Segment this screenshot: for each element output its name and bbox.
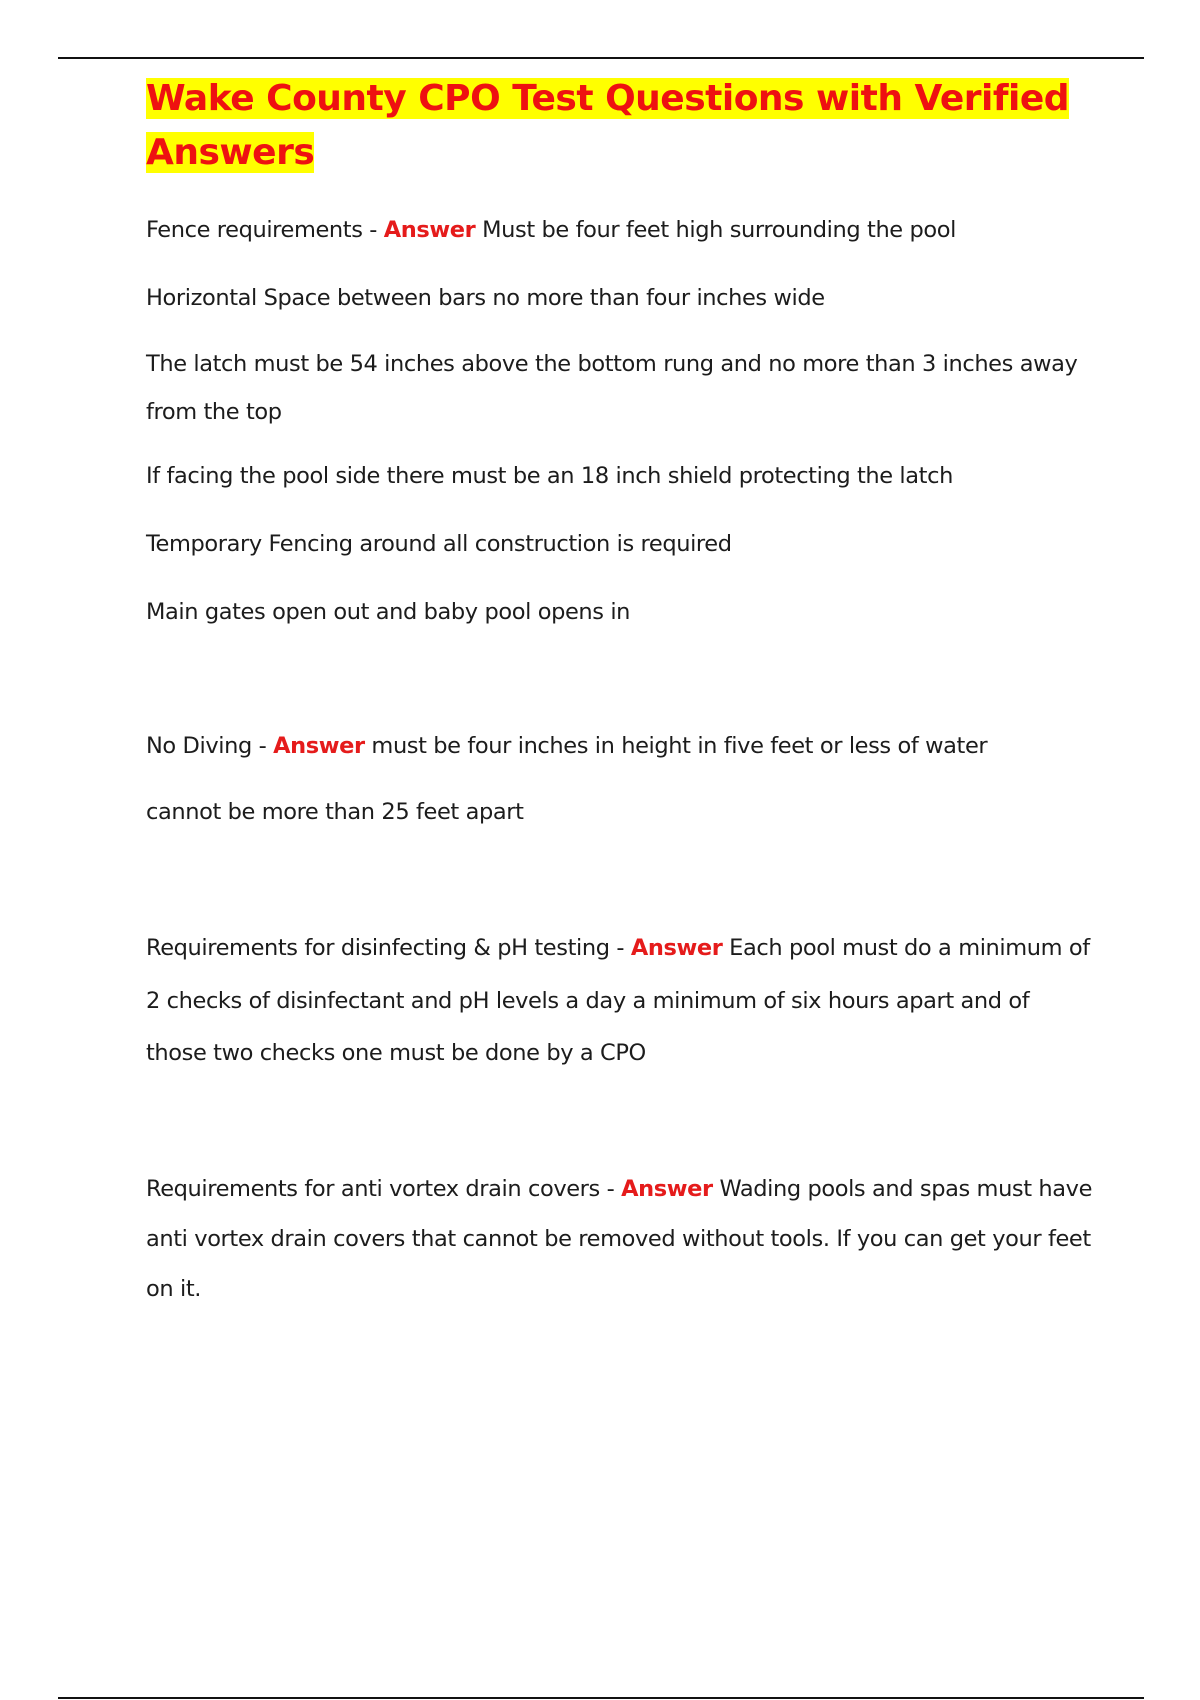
- separator: -: [251, 733, 274, 759]
- separator: -: [362, 217, 384, 243]
- question-text: Requirements for anti vortex drain covers: [146, 1175, 600, 1202]
- qa-disinfecting-ph: [146, 922, 1096, 1080]
- document-title: [146, 72, 1096, 180]
- document-body: [146, 72, 1096, 1314]
- fence-detail-line: The latch must be 54 inches above the bottom rung and no more than 3 inches away from the top: [146, 351, 1078, 425]
- fence-detail-line: Main gates open out and baby pool opens in: [146, 599, 631, 625]
- qa-fence-requirements: [146, 204, 1096, 256]
- document-title-text: Wake County CPO Test Questions with Verified Answers: [146, 78, 1070, 173]
- answer-text: Each pool must do a minimum of 2 checks of disinfectant and pH levels a day a minimum of six hours apart and of those two checks one must be done by a CPO: [146, 935, 1090, 1066]
- diving-detail-line: cannot be more than 25 feet apart: [146, 799, 524, 825]
- fence-detail-line: Temporary Fencing around all construction is required: [146, 531, 732, 557]
- fence-detail-line: Horizontal Space between bars no more than four inches wide: [146, 285, 825, 311]
- answer-label: Answer: [621, 1175, 713, 1202]
- bottom-rule: [58, 1697, 1144, 1699]
- question-text: Fence requirements: [146, 217, 363, 243]
- answer-label: Answer: [383, 217, 476, 243]
- question-text: No Diving: [146, 733, 252, 759]
- separator: -: [599, 1175, 622, 1202]
- fence-detail-line: If facing the pool side there must be an 18 inch shield protecting the latch: [146, 463, 953, 489]
- answer-text: must be four inches in height in five feet or less of water: [371, 733, 988, 759]
- qa-drain-covers: [146, 1164, 1096, 1314]
- top-rule: [58, 57, 1144, 59]
- answer-text: Must be four feet high surrounding the pool: [482, 217, 956, 243]
- answer-label: Answer: [273, 733, 365, 759]
- separator: -: [609, 935, 631, 961]
- question-text: Requirements for disinfecting & pH testing: [146, 935, 610, 961]
- answer-label: Answer: [630, 935, 723, 961]
- answer-text: Wading pools and spas must have anti vortex drain covers that cannot be removed without tools. If you can get your feet on it.: [146, 1175, 1093, 1302]
- qa-no-diving: [146, 720, 1096, 772]
